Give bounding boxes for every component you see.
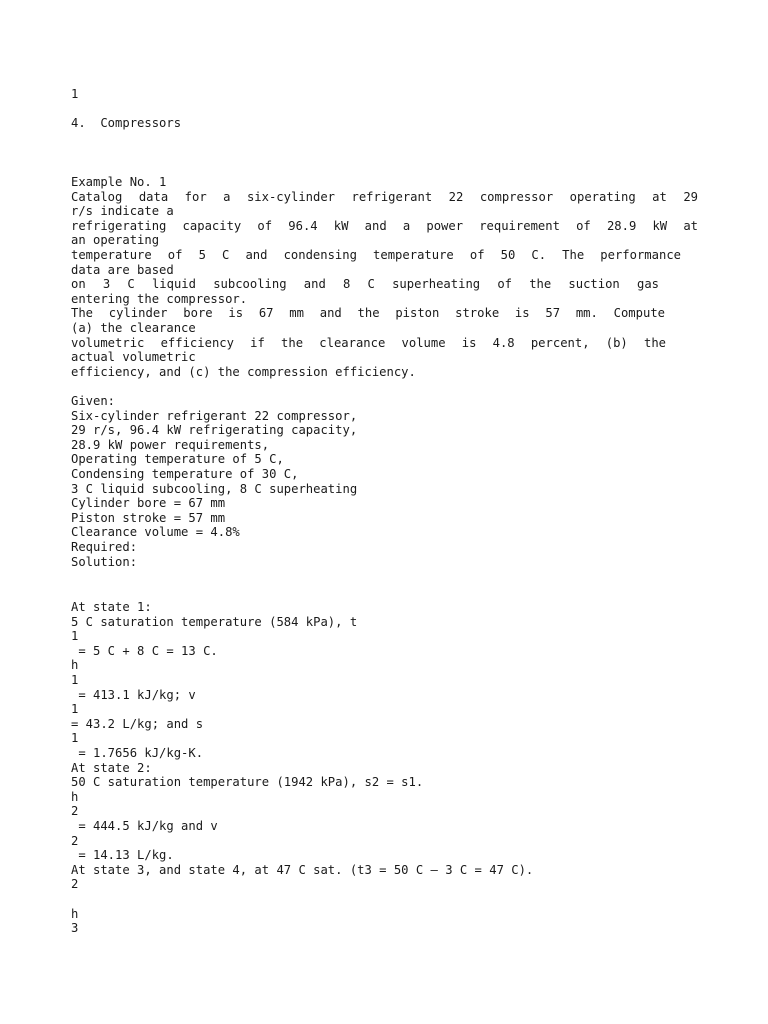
problem-line: Catalog data for a six-cylinder refrigerant 22 compressor operating at 29 (71, 189, 698, 204)
given-line: Piston stroke = 57 mm (71, 510, 226, 525)
problem-line: actual volumetric (71, 350, 196, 365)
problem-line: entering the compressor. (71, 291, 248, 306)
given-line: Operating temperature of 5 C, (71, 452, 284, 467)
given-line: 3 C liquid subcooling, 8 C superheating (71, 481, 358, 496)
page-number: 1 (71, 87, 79, 101)
given-line: Condensing temperature of 30 C, (71, 467, 299, 481)
problem-line: an operating (71, 233, 160, 248)
solution-line: = 5 C + 8 C = 13 C. (71, 643, 218, 658)
solution-line: 2 (71, 804, 79, 819)
given-line: 28.9 kW power requirements, (71, 437, 270, 452)
solution-line: 50 C saturation temperature (1942 kPa), s2 = s1. (71, 775, 424, 790)
solution-line: At state 2: (71, 760, 152, 775)
solution-line: = 413.1 kJ/kg; v (71, 687, 196, 702)
solution-line: = 43.2 L/kg; and s (71, 716, 204, 731)
solution-line: 2 (71, 877, 79, 892)
problem-line: refrigerating capacity of 96.4 kW and a power requirement of 28.9 kW at (71, 218, 698, 233)
problem-line: data are based (71, 262, 174, 277)
solution-line: = 444.5 kJ/kg and v (71, 819, 218, 833)
solution-line: 2 (71, 833, 79, 848)
problem-line: r/s indicate a (71, 204, 174, 219)
solution-line: 1 (71, 702, 79, 717)
solution-line: At state 1: (71, 600, 152, 614)
problem-line: The cylinder bore is 67 mm and the piston stroke is 57 mm. Compute (71, 306, 665, 321)
section-heading: 4. Compressors (71, 116, 182, 130)
problem-line: on 3 C liquid subcooling and 8 C superheating of the suction gas (71, 277, 659, 292)
solution-line: 5 C saturation temperature (584 kPa), t (71, 614, 358, 629)
given-line: Six-cylinder refrigerant 22 compressor, (71, 408, 358, 423)
example-title: Example No. 1 (71, 175, 167, 189)
problem-line: efficiency, and (c) the compression efficiency. (71, 364, 416, 379)
given-line: Clearance volume = 4.8% (71, 525, 240, 540)
given-line: Given: (71, 394, 116, 408)
given-line: Required: (71, 540, 138, 554)
problem-line: temperature of 5 C and condensing temperature of 50 C. The performance (71, 248, 681, 262)
problem-line: (a) the clearance (71, 321, 196, 335)
solution-line: 1 (71, 629, 79, 644)
solution-line: At state 3, and state 4, at 47 C sat. (t3 = 50 C – 3 C = 47 C). (71, 862, 534, 877)
given-line: 29 r/s, 96.4 kW refrigerating capacity, (71, 423, 358, 438)
solution-line: = 14.13 L/kg. (71, 848, 174, 863)
solution-line: 1 (71, 731, 79, 746)
solution-line: h (71, 658, 79, 673)
solution-line: 3 (71, 921, 79, 936)
solution-line: h (71, 789, 79, 804)
problem-line: volumetric efficiency if the clearance volume is 4.8 percent, (b) the (71, 335, 666, 350)
solution-line: = 1.7656 kJ/kg-K. (71, 746, 204, 760)
given-line: Solution: (71, 554, 138, 569)
solution-line: 1 (71, 673, 79, 687)
given-line: Cylinder bore = 67 mm (71, 496, 226, 511)
solution-line: h (71, 906, 79, 921)
